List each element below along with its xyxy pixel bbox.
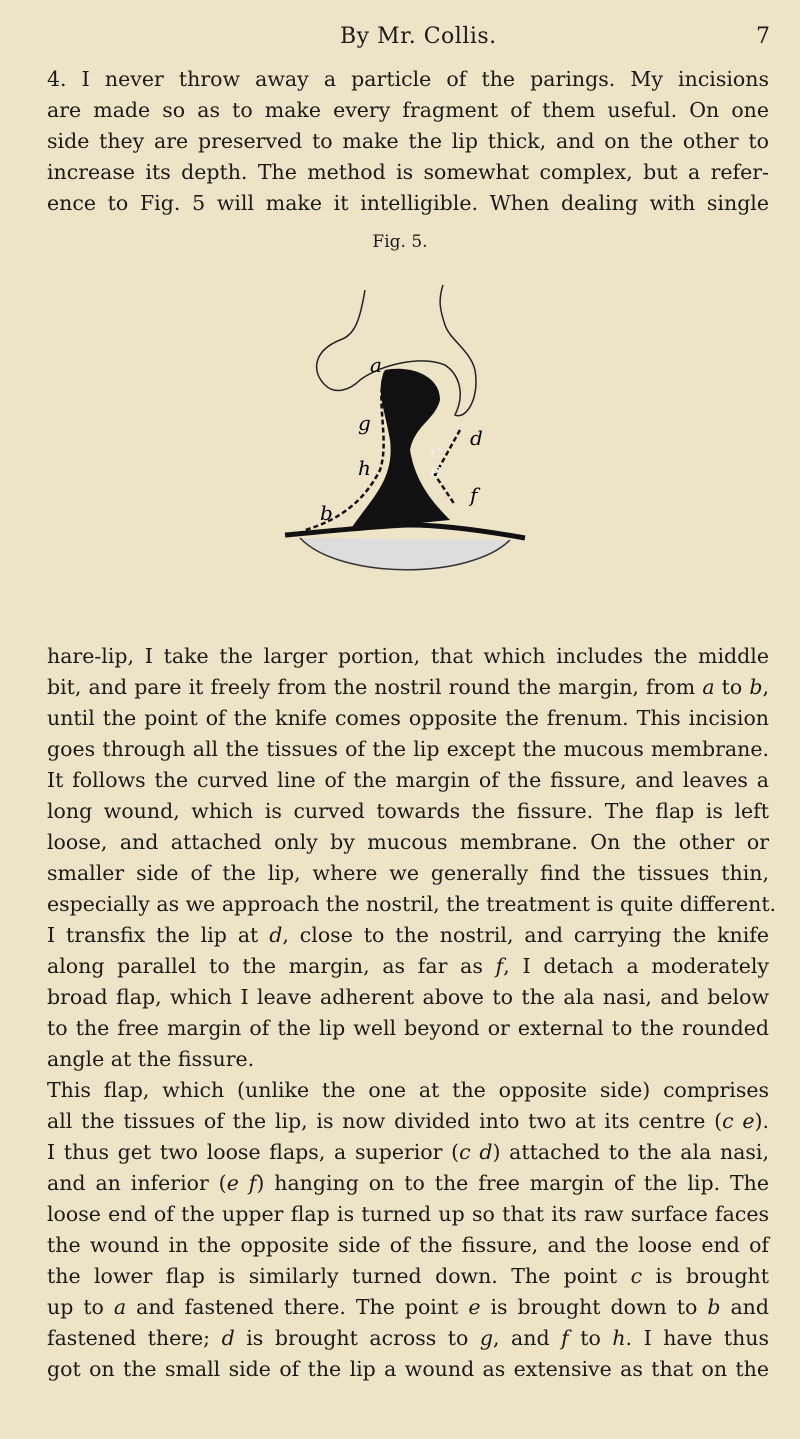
text-segment: , I detach a moderately	[503, 954, 769, 978]
text-segment: broad flap, which I leave adherent above to the ala nasi, and below	[47, 985, 769, 1009]
text-segment: I thus get two loose flaps, a superior (	[47, 1140, 460, 1164]
label-h: h	[358, 456, 371, 480]
text-line	[47, 1106, 769, 1137]
paragraph-1	[47, 64, 769, 219]
text-segment: all the tissues of the lip, is now divided into two at its centre (	[47, 1109, 723, 1133]
paragraph-2	[47, 641, 777, 1385]
text-line	[47, 1323, 769, 1354]
text-line	[47, 1044, 769, 1075]
text-line	[47, 1137, 769, 1168]
italic-letter: c e	[722, 1109, 755, 1133]
text-line	[47, 157, 769, 188]
lower-lip	[300, 538, 510, 570]
text-segment: are made so as to make every fragment of them useful. On one	[47, 98, 769, 122]
text-segment: 4. I never throw away a particle of the parings. My incisions	[47, 67, 769, 91]
text-line	[47, 796, 769, 827]
italic-letter: b	[707, 1295, 721, 1319]
text-segment: to the free margin of the lip well beyond or external to the rounded	[47, 1016, 769, 1040]
text-line	[47, 1354, 769, 1385]
italic-letter: d	[269, 923, 283, 947]
text-segment: until the point of the knife comes opposite the frenum. This incision	[47, 706, 769, 730]
header-title: By Mr. Collis.	[340, 24, 497, 49]
label-d: d	[470, 426, 483, 450]
italic-letter: e f	[226, 1171, 257, 1195]
text-line	[47, 641, 769, 672]
text-line	[47, 1292, 769, 1323]
text-segment: is brought	[642, 1264, 770, 1288]
text-line	[47, 858, 769, 889]
text-segment: goes through all the tissues of the lip except the mucous membrane.	[47, 737, 769, 761]
text-segment: , and	[493, 1326, 562, 1350]
text-line	[47, 827, 769, 858]
text-segment: and an inferior (	[47, 1171, 227, 1195]
text-segment: . I have thus	[625, 1326, 770, 1350]
italic-letter: h	[612, 1326, 626, 1350]
text-segment: is brought down to	[480, 1295, 708, 1319]
italic-letter: e	[468, 1295, 481, 1319]
text-segment: the wound in the opposite side of the fissure, and the loose end of	[47, 1233, 769, 1257]
label-b: b	[320, 501, 333, 525]
text-line	[47, 982, 769, 1013]
text-line	[47, 1013, 769, 1044]
text-segment: ) attached to the ala nasi,	[492, 1140, 770, 1164]
italic-letter: d	[221, 1326, 235, 1350]
text-segment: long wound, which is curved towards the fissure. The flap is left	[47, 799, 769, 823]
text-line	[47, 920, 769, 951]
text-line	[47, 126, 769, 157]
text-segment: This flap, which (unlike the one at the opposite side) comprises	[47, 1078, 769, 1102]
text-segment: angle at the fissure.	[47, 1047, 255, 1071]
text-segment: It follows the curved line of the margin of the fissure, and leaves a	[47, 768, 769, 792]
label-e: e	[430, 458, 442, 482]
text-segment: side they are preserved to make the lip thick, and on the other to	[47, 129, 769, 153]
text-line	[47, 672, 769, 703]
text-segment: the lower flap is similarly turned down. The point	[47, 1264, 631, 1288]
text-segment: hare-lip, I take the larger portion, that which includes the middle	[47, 644, 769, 668]
italic-letter: c	[630, 1264, 643, 1288]
label-g: g	[358, 411, 371, 435]
text-line	[47, 1199, 769, 1230]
text-segment: to	[714, 675, 750, 699]
italic-letter: f	[495, 954, 504, 978]
text-segment: along parallel to the margin, as far as	[47, 954, 496, 978]
text-segment: and	[720, 1295, 769, 1319]
italic-letter: b	[749, 675, 763, 699]
text-segment: smaller side of the lip, where we generally find the tissues thin,	[47, 861, 769, 885]
lip-line	[285, 525, 525, 538]
text-line	[47, 1230, 769, 1261]
text-segment: fastened there;	[47, 1326, 222, 1350]
text-segment: ) hanging on to the free margin of the lip. The	[256, 1171, 770, 1195]
text-segment: ,	[762, 675, 769, 699]
text-segment: to	[568, 1326, 613, 1350]
text-segment: , close to the nostril, and carrying the knife	[282, 923, 769, 947]
text-line	[47, 188, 769, 219]
italic-letter: a	[702, 675, 715, 699]
label-c: c	[430, 439, 442, 463]
text-segment: is brought across to	[234, 1326, 480, 1350]
italic-letter: f	[561, 1326, 569, 1350]
text-segment: loose end of the upper flap is turned up so that its raw surface faces	[47, 1202, 769, 1226]
text-line	[47, 889, 777, 920]
text-line	[47, 95, 769, 126]
figure-caption: Fig. 5.	[372, 232, 428, 252]
text-line	[47, 1075, 769, 1106]
text-segment: and fastened there. The point	[126, 1295, 469, 1319]
text-line	[47, 734, 769, 765]
text-segment: ).	[754, 1109, 769, 1133]
text-segment: ence to Fig. 5 will make it intelligible. When dealing with single	[47, 191, 769, 215]
text-line	[47, 765, 769, 796]
text-segment: loose, and attached only by mucous membrane. On the other or	[47, 830, 769, 854]
label-f: f	[470, 483, 478, 507]
text-line	[47, 1168, 769, 1199]
text-segment: got on the small side of the lip a wound as extensive as that on the	[47, 1357, 769, 1381]
text-segment: increase its depth. The method is somewhat complex, but a refer-	[47, 160, 769, 184]
italic-letter: g	[479, 1326, 494, 1350]
text-line	[47, 951, 769, 982]
running-header	[0, 24, 800, 54]
page-number: 7	[756, 24, 770, 49]
text-line	[47, 703, 769, 734]
label-a: a	[370, 353, 382, 377]
italic-letter: a	[113, 1295, 127, 1319]
text-segment: bit, and pare it freely from the nostril round the margin, from	[47, 675, 703, 699]
text-line	[47, 64, 769, 95]
italic-letter: c d	[459, 1140, 493, 1164]
text-segment: I transfix the lip at	[47, 923, 270, 947]
figure-5-illustration	[280, 280, 530, 620]
text-segment: up to	[47, 1295, 114, 1319]
text-line	[47, 1261, 769, 1292]
text-segment: especially as we approach the nostril, the treatment is quite different.	[47, 892, 777, 916]
